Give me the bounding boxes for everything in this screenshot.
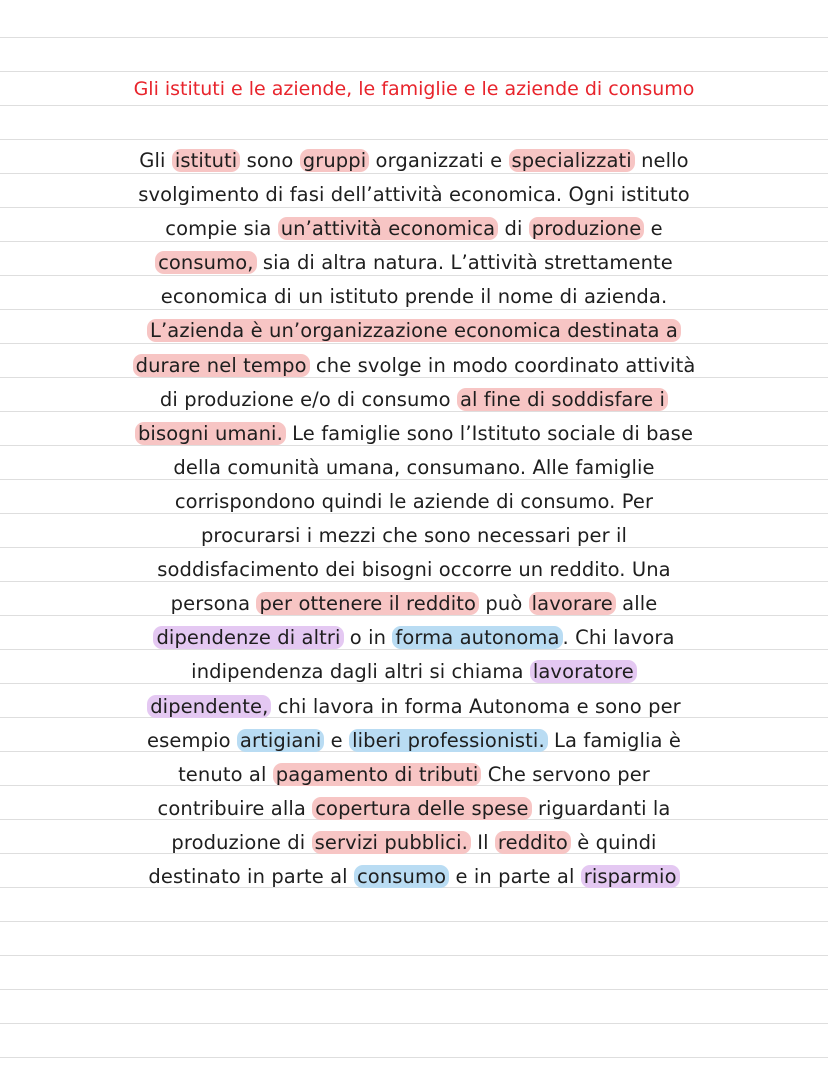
purple-highlight: dipendente, bbox=[147, 695, 271, 718]
text-line bbox=[0, 212, 828, 246]
pink-highlight: per ottenere il reddito bbox=[256, 592, 479, 615]
pink-highlight: gruppi bbox=[300, 149, 370, 172]
pink-highlight: al fine di soddisfare i bbox=[457, 388, 668, 411]
text-line bbox=[0, 144, 828, 178]
text-segment: riguardanti la bbox=[531, 796, 671, 820]
text-line bbox=[0, 519, 828, 553]
text-segment: contribuire alla bbox=[157, 796, 313, 820]
text-line bbox=[0, 553, 828, 587]
page-title: Gli istituti e le aziende, le famiglie e le aziende di consumo bbox=[133, 78, 695, 100]
blue-highlight: forma autonoma bbox=[392, 626, 562, 649]
pink-highlight: specializzati bbox=[509, 149, 635, 172]
text-segment: organizzati e bbox=[369, 149, 509, 172]
text-line bbox=[0, 178, 828, 212]
pink-highlight: bisogni umani. bbox=[135, 422, 286, 445]
text-segment: compie sia bbox=[165, 217, 278, 241]
text-segment: e in parte al bbox=[449, 864, 581, 888]
pink-highlight: L’azienda è un’organizzazione economica destinata a bbox=[147, 319, 681, 342]
text-segment: Gli bbox=[139, 149, 172, 172]
text-line bbox=[0, 314, 828, 348]
text-segment: e bbox=[644, 217, 663, 241]
pink-highlight: reddito bbox=[495, 831, 571, 854]
text-segment: La famiglia è bbox=[547, 728, 681, 752]
text-segment: tenuto al bbox=[178, 762, 273, 786]
text-segment: nello bbox=[634, 149, 689, 172]
text-segment: procurarsi i mezzi che sono necessari per il bbox=[200, 524, 628, 548]
pink-highlight: servizi pubblici. bbox=[312, 831, 471, 854]
pink-highlight: durare nel tempo bbox=[133, 354, 310, 377]
text-line bbox=[0, 246, 828, 280]
purple-highlight: risparmio bbox=[581, 865, 680, 888]
text-line bbox=[0, 792, 828, 826]
text-segment: e bbox=[324, 728, 350, 752]
text-line bbox=[0, 587, 828, 621]
text-segment: di produzione e/o di consumo bbox=[159, 387, 457, 411]
text-segment: chi lavora in forma Autonoma e sono per bbox=[271, 694, 681, 718]
pink-highlight: copertura delle spese bbox=[312, 797, 531, 820]
purple-highlight: lavoratore bbox=[530, 660, 637, 683]
text-segment: indipendenza dagli altri si chiama bbox=[191, 660, 530, 684]
pink-highlight: lavorare bbox=[529, 592, 616, 615]
text-segment: produzione di bbox=[171, 830, 312, 854]
text-segment: svolgimento di fasi dell’attività economica. Ogni istituto bbox=[138, 183, 690, 207]
text-segment: o in bbox=[343, 626, 393, 650]
blue-highlight: artigiani bbox=[237, 729, 324, 752]
text-segment: sono bbox=[240, 149, 300, 172]
pink-highlight: pagamento di tributi bbox=[273, 763, 482, 786]
pink-highlight: istituti bbox=[172, 149, 241, 172]
text-segment: di bbox=[498, 217, 529, 241]
text-line bbox=[0, 417, 828, 451]
text-line bbox=[0, 826, 828, 860]
text-line bbox=[0, 860, 828, 894]
text-segment: soddisfacimento dei bisogni occorre un reddito. Una bbox=[157, 558, 671, 582]
pink-highlight: un’attività economica bbox=[278, 217, 498, 240]
text-line bbox=[0, 655, 828, 689]
text-line bbox=[0, 621, 828, 655]
text-segment: Che servono per bbox=[481, 762, 650, 786]
blue-highlight: consumo bbox=[354, 865, 449, 888]
text-segment: esempio bbox=[147, 728, 237, 752]
text-line bbox=[0, 349, 828, 383]
body-text bbox=[0, 144, 828, 894]
text-line bbox=[0, 485, 828, 519]
blue-highlight: liberi professionisti. bbox=[349, 729, 548, 752]
text-segment: . Chi lavora bbox=[562, 626, 675, 650]
text-segment: corrispondono quindi le aziende di consumo. Per bbox=[174, 489, 654, 513]
text-segment: che svolge in modo coordinato attività bbox=[309, 353, 696, 377]
pink-highlight: consumo, bbox=[155, 251, 256, 274]
text-segment: alle bbox=[615, 592, 658, 616]
text-segment: persona bbox=[170, 592, 257, 616]
text-segment: economica di un istituto prende il nome di azienda. bbox=[160, 285, 668, 309]
text-line bbox=[0, 383, 828, 417]
text-segment: sia di altra natura. L’attività strettamente bbox=[256, 251, 673, 275]
text-segment: destinato in parte al bbox=[148, 864, 354, 888]
text-line bbox=[0, 690, 828, 724]
text-segment: Il bbox=[470, 830, 495, 854]
text-line bbox=[0, 280, 828, 314]
text-segment: della comunità umana, consumano. Alle famiglie bbox=[173, 455, 655, 479]
text-line bbox=[0, 724, 828, 758]
purple-highlight: dipendenze di altri bbox=[153, 626, 343, 649]
text-line bbox=[0, 451, 828, 485]
text-line bbox=[0, 758, 828, 792]
text-segment: è quindi bbox=[570, 830, 657, 854]
pink-highlight: produzione bbox=[529, 217, 645, 240]
text-segment: può bbox=[479, 592, 529, 616]
text-segment: Le famiglie sono l’Istituto sociale di base bbox=[285, 421, 694, 445]
